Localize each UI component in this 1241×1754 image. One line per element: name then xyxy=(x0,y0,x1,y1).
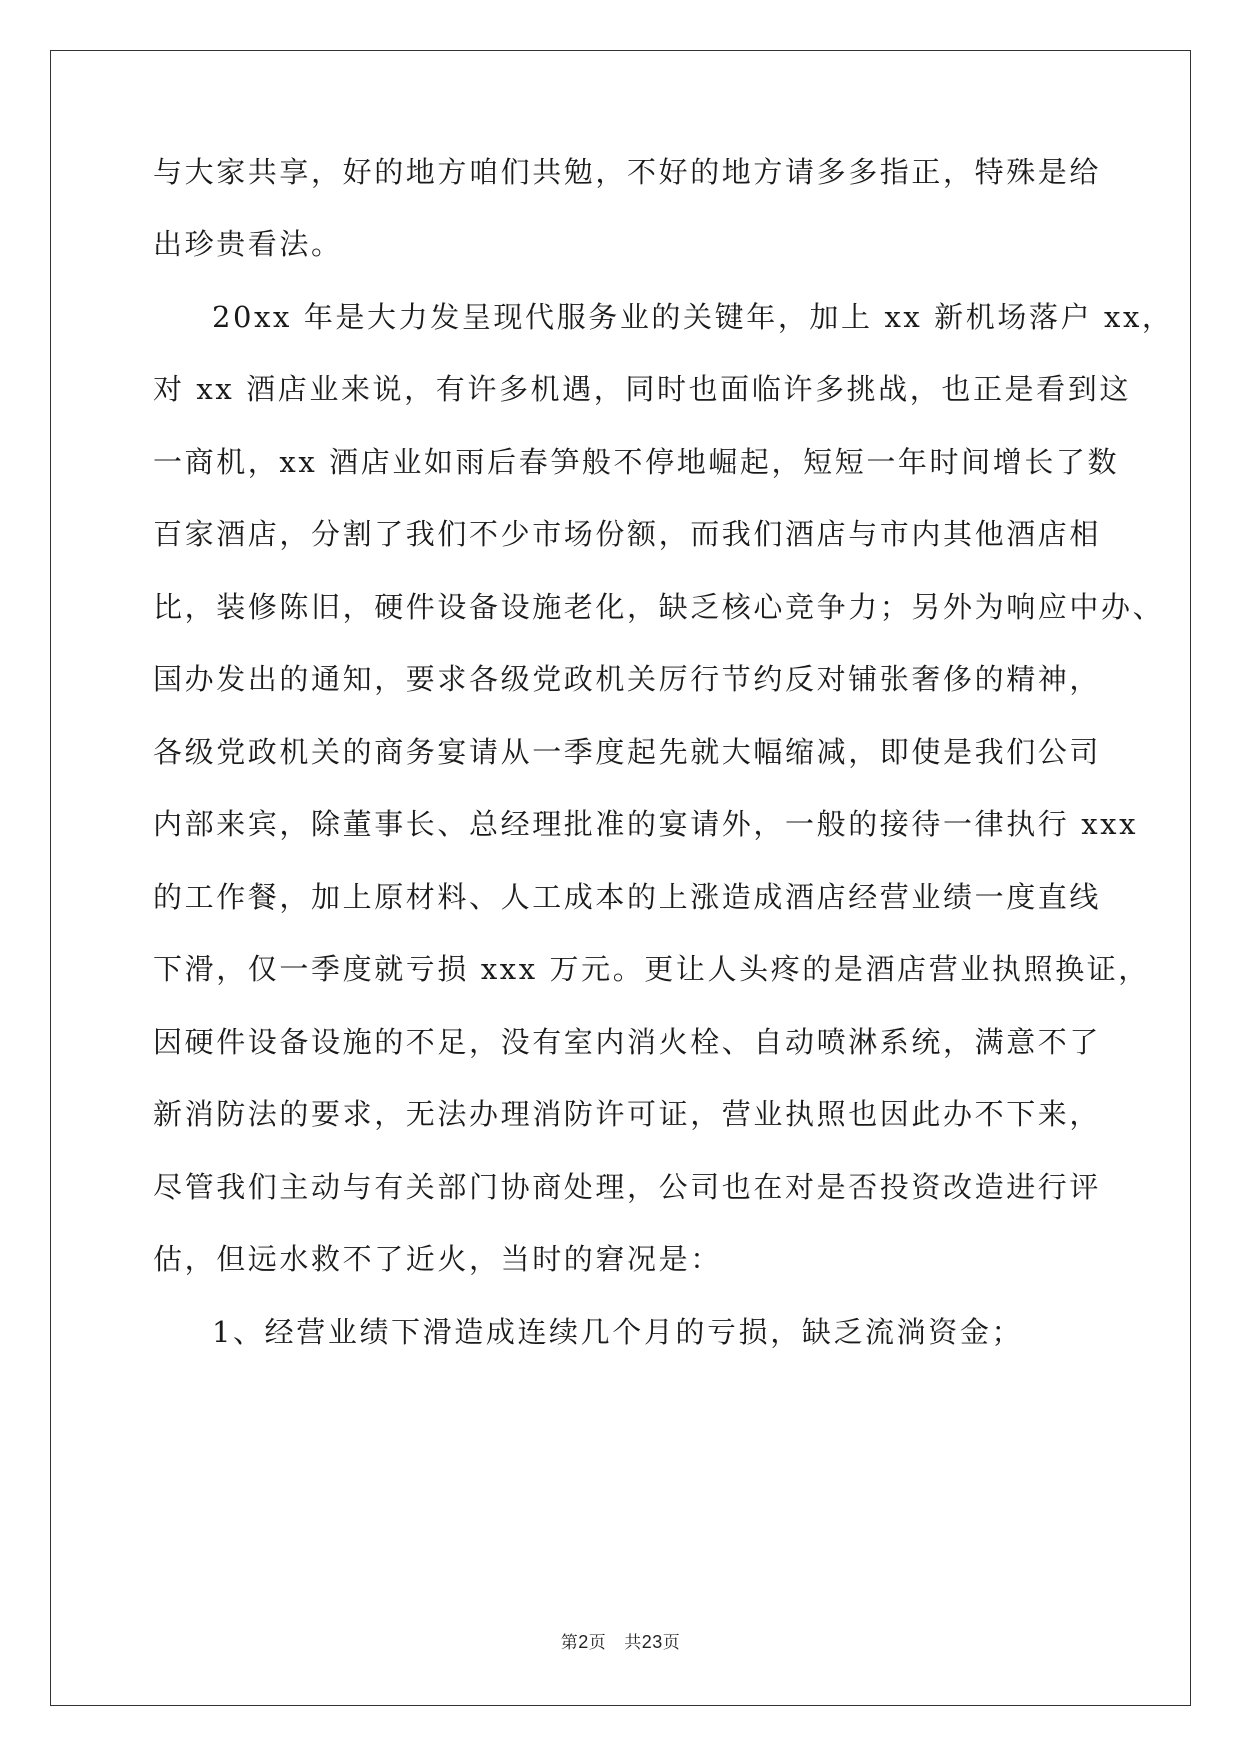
page-label-suffix: 页 xyxy=(588,1633,607,1652)
text-line: 对 xx 酒店业来说，有许多机遇，同时也面临许多挑战，也正是看到这 xyxy=(153,372,1131,406)
paragraph-start-line: 20xx 年是大力发呈现代服务业的关键年，加上 xx 新机场落户 xx， xyxy=(212,300,1174,334)
text-line: 国办发出的通知，要求各级党政机关厉行节约反对铺张奢侈的精神， xyxy=(153,662,1102,696)
text-line: 的工作餐，加上原材料、人工成本的上涨造成酒店经营业绩一度直线 xyxy=(153,880,1102,914)
page-label-prefix: 第 xyxy=(560,1633,579,1652)
text-line: 百家酒店，分割了我们不少市场份额，而我们酒店与市内其他酒店相 xyxy=(153,517,1102,551)
text-line: 尽管我们主动与有关部门协商处理，公司也在对是否投资改造进行评 xyxy=(153,1170,1102,1204)
total-label-prefix: 共 xyxy=(624,1633,642,1652)
text-line: 因硬件设备设施的不足，没有室内消火栓、自动喷淋系统，满意不了 xyxy=(153,1025,1102,1059)
page-footer xyxy=(0,1628,1241,1653)
text-line: 各级党政机关的商务宴请从一季度起先就大幅缩减，即使是我们公司 xyxy=(153,735,1102,769)
current-page-number: 2 xyxy=(578,1632,589,1652)
list-item-line: 1、经营业绩下滑造成连续几个月的亏损，缺乏流淌资金； xyxy=(212,1315,1024,1349)
text-line: 与大家共享，好的地方咱们共勉，不好的地方请多多指正，特殊是给 xyxy=(153,155,1102,189)
total-label-suffix: 页 xyxy=(662,1633,681,1652)
text-line: 估，但远水救不了近火，当时的窘况是： xyxy=(153,1242,722,1276)
text-line: 新消防法的要求，无法办理消防许可证，营业执照也因此办不下来， xyxy=(153,1097,1102,1131)
text-line: 比，装修陈旧，硬件设备设施老化，缺乏核心竞争力；另外为响应中办、 xyxy=(153,590,1165,624)
text-line: 出珍贵看法。 xyxy=(153,227,343,261)
total-pages-number: 23 xyxy=(641,1632,663,1652)
text-line: 内部来宾，除董事长、总经理批准的宴请外，一般的接待一律执行 xxx xyxy=(153,807,1139,841)
text-line: 一商机，xx 酒店业如雨后春笋般不停地崛起，短短一年时间增长了数 xyxy=(153,445,1120,479)
text-line: 下滑，仅一季度就亏损 xxx 万元。更让人头疼的是酒店营业执照换证， xyxy=(153,952,1150,986)
